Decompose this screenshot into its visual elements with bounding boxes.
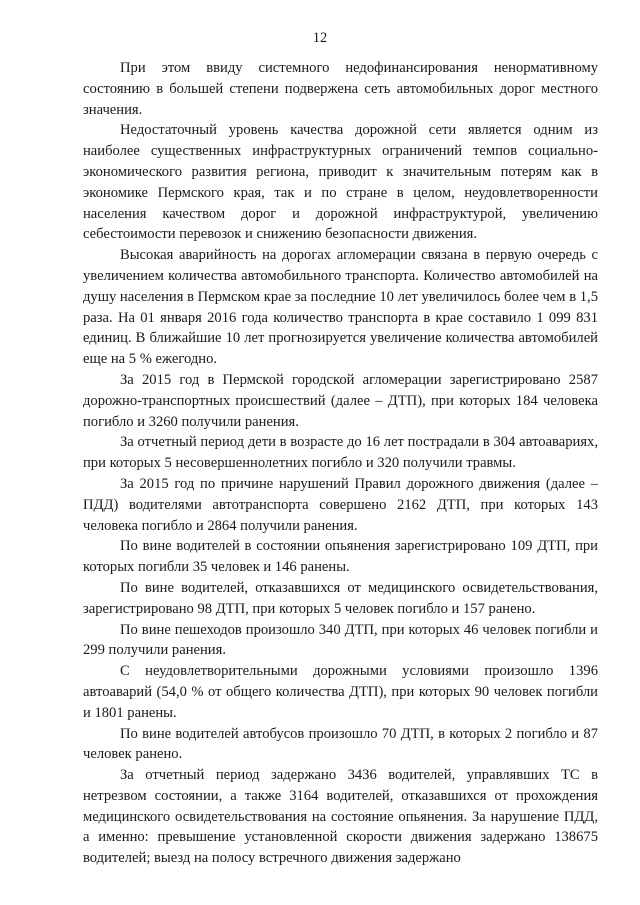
page-number: 12 <box>312 30 328 46</box>
paragraph-refused-examination: По вине водителей, отказавшихся от медицинского освидетельствования, зарегистрировано 98 ДТП, при которых 5 человек погибло и 157 ранено. <box>83 579 598 617</box>
paragraph-traffic-violations: За 2015 год по причине нарушений Правил дорожного движения (далее – ПДД) водителями автотранспорта совершено 2162 ДТП, при которых 143 человека погибло и 2864 получили ранения. <box>83 475 598 534</box>
paragraph-children: За отчетный период дети в возрасте до 16 лет пострадали в 304 автоавариях, при которых 5 несовершеннолетних погибло и 320 получили травмы. <box>83 434 598 472</box>
paragraph-detained-drivers: За отчетный период задержано 3436 водителей, управлявших ТС в нетрезвом состоянии, а также 3164 водителей, отказавшихся от прохождения медицинского освидетельствования на состояние опьянения. За нарушение ПДД, а именно: превышение установленной скорости движения задержано 138675 водителей; выезд на полосу встречного движения задержано <box>83 767 598 867</box>
paragraph-road-conditions: С неудовлетворительными дорожными условиями произошло 1396 автоаварий (54,0 % от общего количества ДТП), при которых 90 человек погибли и 1801 ранены. <box>83 663 598 721</box>
paragraph-pedestrians: По вине пешеходов произошло 340 ДТП, при которых 46 человек погибли и 299 получили ранения. <box>83 621 598 659</box>
paragraph-road-quality: Недостаточный уровень качества дорожной сети является одним из наиболее существенных инфраструктурных ограничений темпов социально-экономического развития региона, приводит к значительным потерям как в экономике Пермского края, так и по стране в целом, неудовлетворенности населения качеством дорог и дорожной инфраструктурой, увеличению себестоимости перевозок и снижению безопасности движения. <box>83 122 598 243</box>
paragraph-drunk-drivers: По вине водителей в состоянии опьянения зарегистрировано 109 ДТП, при которых погибли 35 человек и 146 ранены. <box>83 538 598 576</box>
paragraph-accidents-2015: За 2015 год в Пермской городской агломерации зарегистрировано 2587 дорожно-транспортных происшествий (далее – ДТП), при которых 184 человека погибло и 3260 получили ранения. <box>83 371 598 430</box>
paragraph-accident-rate: Высокая аварийность на дорогах агломерации связана в первую очередь с увеличением количества автомобильного транспорта. Количество автомобилей на душу населения в Пермском крае за последние 10 лет увеличилось более чем в 1,5 раза. На 01 января 2016 года количество транспорта в крае составило 1 099 831 единиц. В ближайшие 10 лет прогнозируется увеличение количества автомобилей еще на 5 % ежегодно. <box>83 247 598 368</box>
document-body <box>83 58 598 869</box>
paragraph-bus-drivers: По вине водителей автобусов произошло 70 ДТП, в которых 2 погибло и 87 человек ранено. <box>83 725 598 763</box>
paragraph-underfunding: При этом ввиду системного недофинансирования ненормативному состоянию в большей степени подвержена сеть автомобильных дорог местного значения. <box>83 60 598 118</box>
